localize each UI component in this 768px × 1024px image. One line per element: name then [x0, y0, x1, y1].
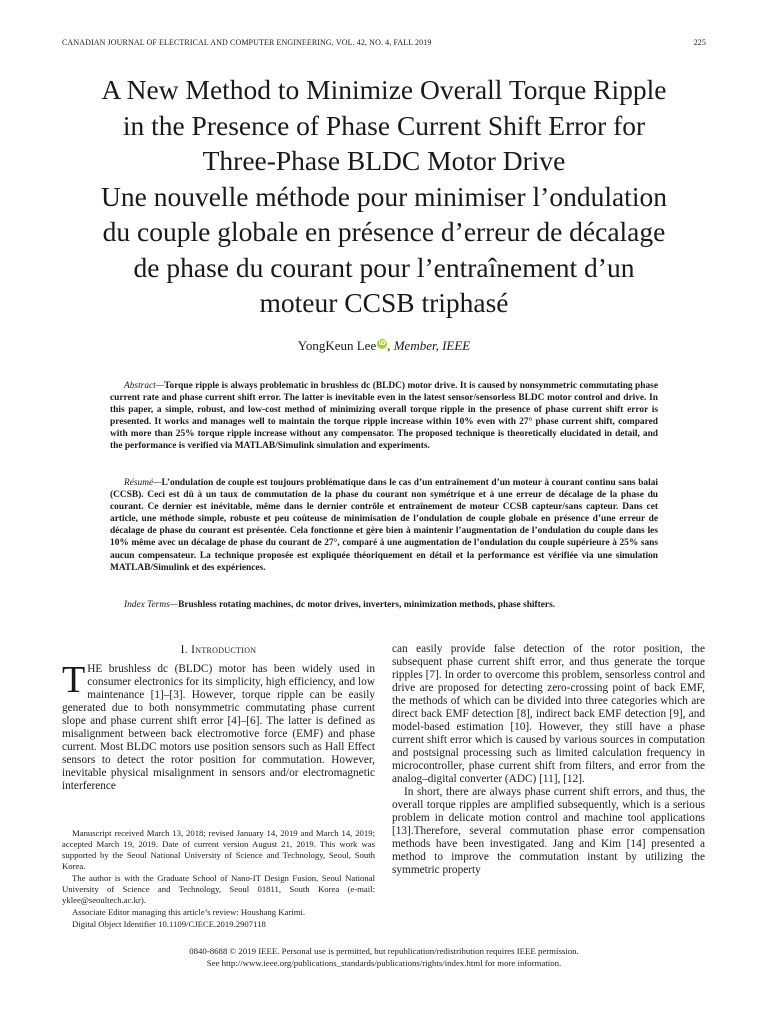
permissions-link[interactable]: See http://www.ieee.org/publications_standards/publications/rights/index.html for more information.: [206, 958, 562, 968]
footnote-doi: Digital Object Identifier 10.1109/CJECE.2019.2907118: [72, 919, 266, 929]
paper-title: [40, 72, 728, 321]
author-membership: Member, IEEE: [393, 338, 471, 353]
index-terms: [110, 599, 658, 611]
index-terms-lead: Index Terms—: [124, 600, 179, 610]
intro-text: HE brushless dc (BLDC) motor has been widely used in consumer electronics for its simplicity, high efficiency, and low maintenance [1]–[3]. However, torque ripple can be easily generated due to both nonsymmetric commutating phase current slope and phase current shift error [4]–[6]. The latter is defined as misalignment between back electromotive force (EMF) and phase current. Most BLDC motors use position sensors such as Hall Effect sensors to detect the rotor position for commutation. However, inevitable physical misalignment in sensors and/or electromagnetic interference: [62, 663, 375, 792]
abstract-english: [110, 380, 658, 453]
section-heading: [62, 644, 375, 657]
drop-cap: T: [62, 659, 86, 701]
title-line: moteur CCSB triphasé: [259, 287, 509, 318]
title-line: du couple globale en présence d’erreur de décalage: [102, 216, 666, 247]
abstract-french: [110, 477, 658, 574]
journal-name: CANADIAN JOURNAL OF ELECTRICAL AND COMPUTER ENGINEERING, VOL. 42, NO. 4, FALL 2019: [62, 38, 432, 47]
left-column: [62, 644, 375, 793]
author-line: [0, 338, 768, 354]
title-line: in the Presence of Phase Current Shift Error for: [122, 109, 646, 141]
footnote-editor: Associate Editor managing this article’s review: Houshang Karimi.: [72, 907, 306, 917]
footnote-manuscript: Manuscript received March 13, 2018; revised January 14, 2019 and March 14, 2019; accepted March 19, 2019. Date of current version August 21, 2019. This work was supported by the Seoul National University of Science and Technology, Seoul, South Korea.: [62, 828, 375, 871]
orcid-icon[interactable]: iD: [378, 340, 386, 347]
title-line: Three-Phase BLDC Motor Drive: [202, 145, 566, 176]
intro-paragraph: [62, 659, 375, 793]
section-number: I.: [180, 644, 192, 656]
title-line: Une nouvelle méthode pour minimiser l’ondulation: [101, 180, 667, 212]
abstract-text: Torque ripple is always problematic in brushless dc (BLDC) motor drive. It is caused by nonsymmetric commutating phase current rate and phase current shift error. The latter is inevitable even in the latest sensor/sensorless BLDC motor control and drive. In this paper, a simple, robust, and low-cost method of minimizing overall torque ripple in the presence of phase current shift error is presented. It works and manages well to maintain the torque ripple increase within 10% even with 27° phase current shift, compared with more than 25% torque ripple increase without any compensator. The proposed technique is theoretically elucidated in detail, and the performance is verified via MATLAB/Simulink simulation and experiments.: [110, 381, 658, 452]
abstract-lead: Abstract—: [124, 381, 165, 391]
body-paragraph: can easily provide false detection of the rotor position, the subsequent phase current shift error, and thus generate the torque ripples [7]. In order to overcome this problem, sensorless control and drive are proposed for detecting zero-crossing point of back EMF, the methods of which can be divided into three categories which are direct back EMF detection [8], indirect back EMF detection [9], and model-based estimation [10]. However, they still have a phase current shift error which is caused by various sources in computation and postsignal processing such as limited calculation frequency in microcontroller, phase current shift from filters, and error from the analog–digital converter (ADC) [11], [12].: [392, 643, 705, 785]
resume-lead: Résumé—: [124, 478, 162, 488]
author-name: YongKeun Lee: [297, 338, 377, 353]
title-line: de phase du courant pour l’entraînement d’un: [133, 251, 635, 283]
title-line: A New Method to Minimize Overall Torque Ripple: [101, 74, 667, 105]
footnotes: [62, 828, 375, 931]
copyright-line: 0840-8688 © 2019 IEEE. Personal use is permitted, but republication/redistribution requires IEEE permission.: [189, 946, 579, 956]
body-paragraph: In short, there are always phase current shift errors, and thus, the overall torque ripples are amplified subsequently, which is a serious problem in delicate motion control and machine tool applications [13].Therefore, several commutation phase error compensation methods have been investigated. Jang and Kim [14] presented a method to improve the commutation instant by utilizing the symmetric property: [392, 786, 705, 876]
right-column: [392, 643, 705, 877]
resume-text: L’ondulation de couple est toujours problématique dans le cas d’un entraînement d’un moteur à courant continu sans balai (CCSB). Ceci est dû à un taux de commutation de la phase du courant non symétrique et à une erreur de décalage de la phase du courant. Ce dernier est inévitable, même dans le dernier contrôle et entraînement de moteur CCSB capteur/sans capteur. Dans cet article, une méthode simple, robuste et peu coûteuse de minimisation de l’ondulation de couple globale en présence d’une erreur de décalage de phase du courant est présentée. Cela fonctionne et gère bien à maintenir l’augmentation de l’ondulation du couple dans les 10% même avec un décalage de phase du courant de 27°, comparé à une augmentation de l’ondulation du couple supérieure à 25% sans aucun compensateur. La technique proposée est expliquée théoriquement en détail et la performance est vérifiée via une simulation MATLAB/Simulink et des expériences.: [110, 478, 658, 573]
running-header: [62, 38, 706, 50]
section-title: Introduction: [191, 644, 257, 656]
index-terms-text: Brushless rotating machines, dc motor drives, inverters, minimization methods, phase shifters.: [178, 600, 556, 610]
page-number: 225: [693, 38, 706, 47]
footnote-affiliation: The author is with the Graduate School of Nano-IT Design Fusion, Seoul National University of Science and Technology, Seoul 01811, South Korea (e-mail: yklee@seoultech.ac.kr).: [62, 873, 375, 905]
author-separator: ,: [387, 338, 394, 353]
